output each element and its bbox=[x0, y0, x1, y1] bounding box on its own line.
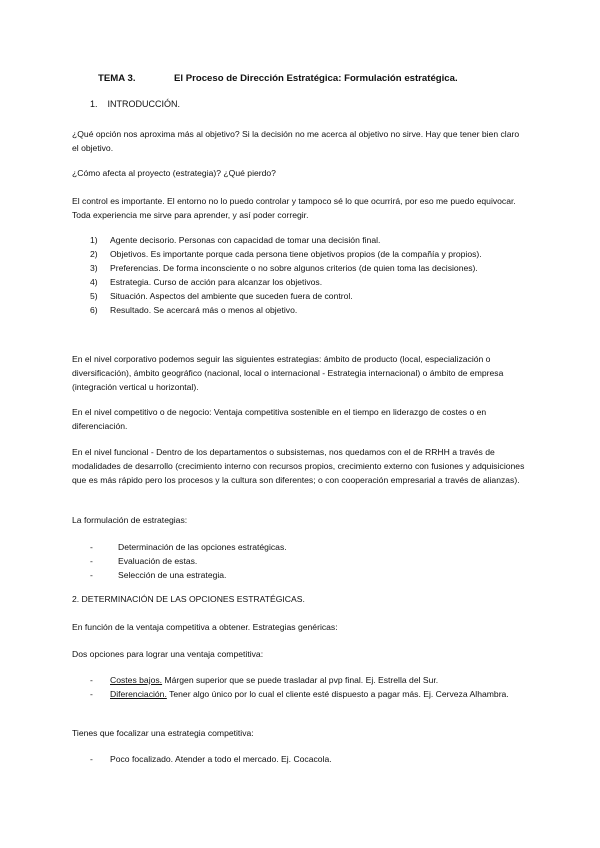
list-item-term: Diferenciación. bbox=[110, 689, 167, 699]
section1-heading: 1. INTRODUCCIÓN. bbox=[90, 99, 181, 109]
list-marker: - bbox=[90, 689, 93, 699]
list-item bbox=[90, 247, 520, 261]
paragraph-2: ¿Cómo afecta al proyecto (estrategia)? ¿Qué pierdo? bbox=[72, 168, 276, 178]
paragraph-10: Tienes que focalizar una estrategia competitiva: bbox=[72, 728, 254, 738]
paragraph-8: En función de la ventaja competitiva a obtener. Estrategias genéricas: bbox=[72, 622, 338, 632]
paragraph-9: Dos opciones para lograr una ventaja competitiva: bbox=[72, 649, 264, 659]
list-item-text: Objetivos. Es importante porque cada persona tiene objetivos propios (de la compañía y propios). bbox=[110, 249, 482, 259]
list-item-text: Resultado. Se acercará más o menos al objetivo. bbox=[110, 305, 298, 315]
list-marker: - bbox=[90, 675, 93, 685]
list-marker: - bbox=[90, 542, 93, 552]
list-item-text: Márgen superior que se puede trasladar al pvp final. Ej. Estrella del Sur. bbox=[162, 675, 439, 685]
paragraph-7: La formulación de estrategias: bbox=[72, 515, 188, 525]
list-marker: 6) bbox=[90, 305, 98, 315]
dash-list-1 bbox=[90, 540, 520, 582]
list-item-text: Estrategia. Curso de acción para alcanzar los objetivos. bbox=[110, 277, 323, 287]
page-title bbox=[98, 73, 458, 84]
list-marker: - bbox=[90, 754, 93, 764]
paragraph-6: En el nivel funcional - Dentro de los departamentos o subsistemas, nos quedamos con el de RRHH a través de modalidades de desarrollo (crecimiento interno con recursos propios, crecimiento externo con fusiones y adquisiciones que es más rápido pero los procesos y la cultura son diferentes; o con cooperación empresarial a través de alianzas). bbox=[72, 447, 525, 485]
list-item-text: Evaluación de estas. bbox=[118, 556, 198, 566]
dash-list-2 bbox=[90, 673, 520, 701]
list-item-text: Agente decisorio. Personas con capacidad de tomar una decisión final. bbox=[110, 235, 381, 245]
list-item bbox=[90, 568, 520, 582]
list-item bbox=[90, 303, 520, 317]
paragraph-3: El control es importante. El entorno no lo puedo controlar y tampoco sé lo que ocurrirá, por eso me puedo equivocar. Toda experiencia me sirve para aprender, y así poder corregir. bbox=[72, 196, 516, 220]
list-item-text: Determinación de las opciones estratégicas. bbox=[118, 542, 287, 552]
paragraph-5: En el nivel competitivo o de negocio: Ventaja competitiva sostenible en el tiempo en liderazgo de costes o en diferenciación. bbox=[72, 407, 487, 431]
list-item-text: Situación. Aspectos del ambiente que suceden fuera de control. bbox=[110, 291, 353, 301]
list-item-text: Poco focalizado. Atender a todo el mercado. Ej. Cocacola. bbox=[110, 754, 332, 764]
list-marker: - bbox=[90, 570, 93, 580]
list-item bbox=[90, 752, 520, 766]
paragraph-1: ¿Qué opción nos aproxima más al objetivo? Si la decisión no me acerca al objetivo no sirve. Hay que tener bien claro el objetivo. bbox=[72, 129, 520, 153]
numbered-list bbox=[90, 233, 520, 317]
list-item bbox=[90, 687, 520, 701]
list-item bbox=[90, 289, 520, 303]
list-item-term: Costes bajos. bbox=[110, 675, 163, 685]
list-item bbox=[90, 554, 520, 568]
list-item-text: Tener algo único por lo cual el cliente esté dispuesto a pagar más. Ej. Cerveza Alhambra. bbox=[166, 689, 509, 699]
list-marker: 4) bbox=[90, 277, 98, 287]
dash-list-3 bbox=[90, 752, 520, 766]
title-number: TEMA 3. bbox=[98, 73, 136, 84]
paragraph-4: En el nivel corporativo podemos seguir las siguientes estrategias: ámbito de producto (local, especialización o diversificación), ámbito geográfico (nacional, local o internacional - Estrategia internacional) o ámbito de empresa (integración vertical u horizontal). bbox=[72, 354, 504, 392]
list-item bbox=[90, 261, 520, 275]
list-marker: 2) bbox=[90, 249, 98, 259]
list-item bbox=[90, 233, 520, 247]
list-marker: 1) bbox=[90, 235, 98, 245]
list-item bbox=[90, 540, 520, 554]
list-marker: 5) bbox=[90, 291, 98, 301]
title-text: El Proceso de Dirección Estratégica: Formulación estratégica. bbox=[174, 73, 458, 84]
list-item bbox=[90, 275, 520, 289]
list-item-text: Selección de una estrategia. bbox=[118, 570, 227, 580]
list-marker: 3) bbox=[90, 263, 98, 273]
list-item-text: Preferencias. De forma inconsciente o no sobre algunos criterios (de quien toma las decisiones). bbox=[110, 263, 478, 273]
list-item bbox=[90, 673, 520, 687]
list-marker: - bbox=[90, 556, 93, 566]
section2-heading: 2. DETERMINACIÓN DE LAS OPCIONES ESTRATÉGICAS. bbox=[72, 594, 305, 604]
